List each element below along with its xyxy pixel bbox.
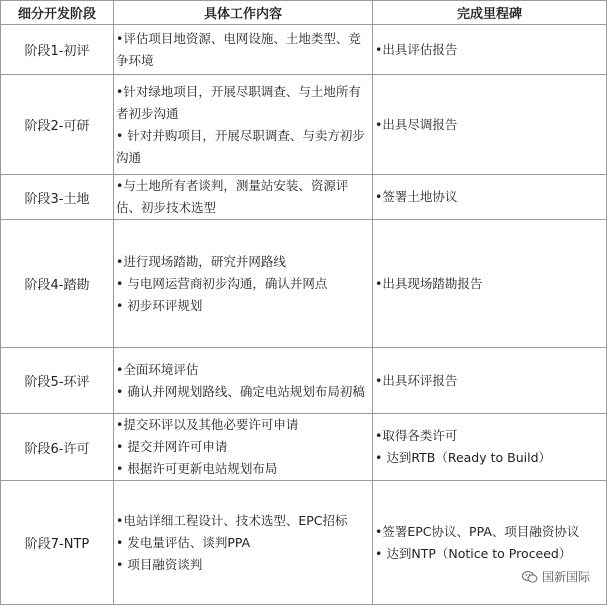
milestone-item: •出具尽调报告 xyxy=(375,116,458,132)
header-work: 具体工作内容 xyxy=(114,1,373,25)
milestone-item: •取得各类许可 xyxy=(375,428,458,443)
stage-cell: 阶段1-初评 xyxy=(1,25,114,75)
header-stage: 细分开发阶段 xyxy=(1,1,114,25)
table-row xyxy=(1,75,607,175)
work-item: • 初步环评规划 xyxy=(116,297,203,313)
work-cell xyxy=(114,75,373,175)
milestone-item: •出具现场踏勘报告 xyxy=(375,275,483,291)
milestone-item: •签署EPC协议、PPA、项目融资协议 xyxy=(375,523,580,539)
milestone-cell xyxy=(373,414,607,481)
milestone-item: • 达到NTP（Notice to Proceed） xyxy=(375,545,572,561)
stage-cell: 阶段5-环评 xyxy=(1,348,114,414)
stage-cell: 阶段3-土地 xyxy=(1,175,114,220)
table-row xyxy=(1,25,607,75)
milestone-cell xyxy=(373,25,607,75)
wechat-icon xyxy=(522,570,538,584)
table-row xyxy=(1,348,607,414)
work-item: •与土地所有者谈判，测量站安装、资源评估、初步技术选型 xyxy=(116,178,349,215)
work-cell xyxy=(114,481,373,605)
work-item: • 确认并网规划路线、确定电站规划布局初稿 xyxy=(116,383,365,399)
work-cell xyxy=(114,25,373,75)
work-item: • 与电网运营商初步沟通，确认并网点 xyxy=(116,275,328,291)
work-cell xyxy=(114,348,373,414)
milestone-cell xyxy=(373,175,607,220)
stage-cell: 阶段4-踏勘 xyxy=(1,220,114,348)
work-item: • 项目融资谈判 xyxy=(116,556,203,572)
work-cell xyxy=(114,220,373,348)
work-item: •评估项目地资源、电网设施、土地类型、竞争环境 xyxy=(116,30,361,68)
stage-cell: 阶段2-可研 xyxy=(1,75,114,175)
stage-cell: 阶段6-许可 xyxy=(1,414,114,481)
work-item: •进行现场踏勘，研究并网路线 xyxy=(116,253,286,269)
work-item: •针对绿地项目，开展尽职调查、与土地所有者初步沟通 xyxy=(116,83,361,121)
work-item: • 根据许可更新电站规划布局 xyxy=(116,461,278,476)
work-item: • 发电量评估、谈判PPA xyxy=(116,534,251,550)
watermark-text: 国新国际 xyxy=(541,570,590,584)
work-cell xyxy=(114,175,373,220)
milestone-cell xyxy=(373,220,607,348)
watermark xyxy=(519,567,593,586)
milestone-item: •出具评估报告 xyxy=(375,41,458,57)
table-row xyxy=(1,220,607,348)
milestone-cell xyxy=(373,348,607,414)
table-row xyxy=(1,481,607,605)
work-item: •全面环境评估 xyxy=(116,361,199,377)
header-row xyxy=(1,1,607,25)
work-cell xyxy=(114,414,373,481)
work-item: • 针对并购项目，开展尽职调查、与卖方初步沟通 xyxy=(116,127,365,165)
table-row xyxy=(1,414,607,481)
work-item: •电站详细工程设计、技术选型、EPC招标 xyxy=(116,512,348,528)
work-item: • 提交并网许可申请 xyxy=(116,439,228,454)
table-row xyxy=(1,175,607,220)
work-item: •提交环评以及其他必要许可申请 xyxy=(116,417,299,432)
stage-cell: 阶段7-NTP xyxy=(1,481,114,605)
header-milestone: 完成里程碑 xyxy=(373,1,607,25)
milestone-item: •出具环评报告 xyxy=(375,372,458,388)
milestone-item: • 达到RTB（Ready to Build） xyxy=(375,450,552,465)
milestone-cell xyxy=(373,75,607,175)
milestone-item: •签署土地协议 xyxy=(375,189,458,204)
